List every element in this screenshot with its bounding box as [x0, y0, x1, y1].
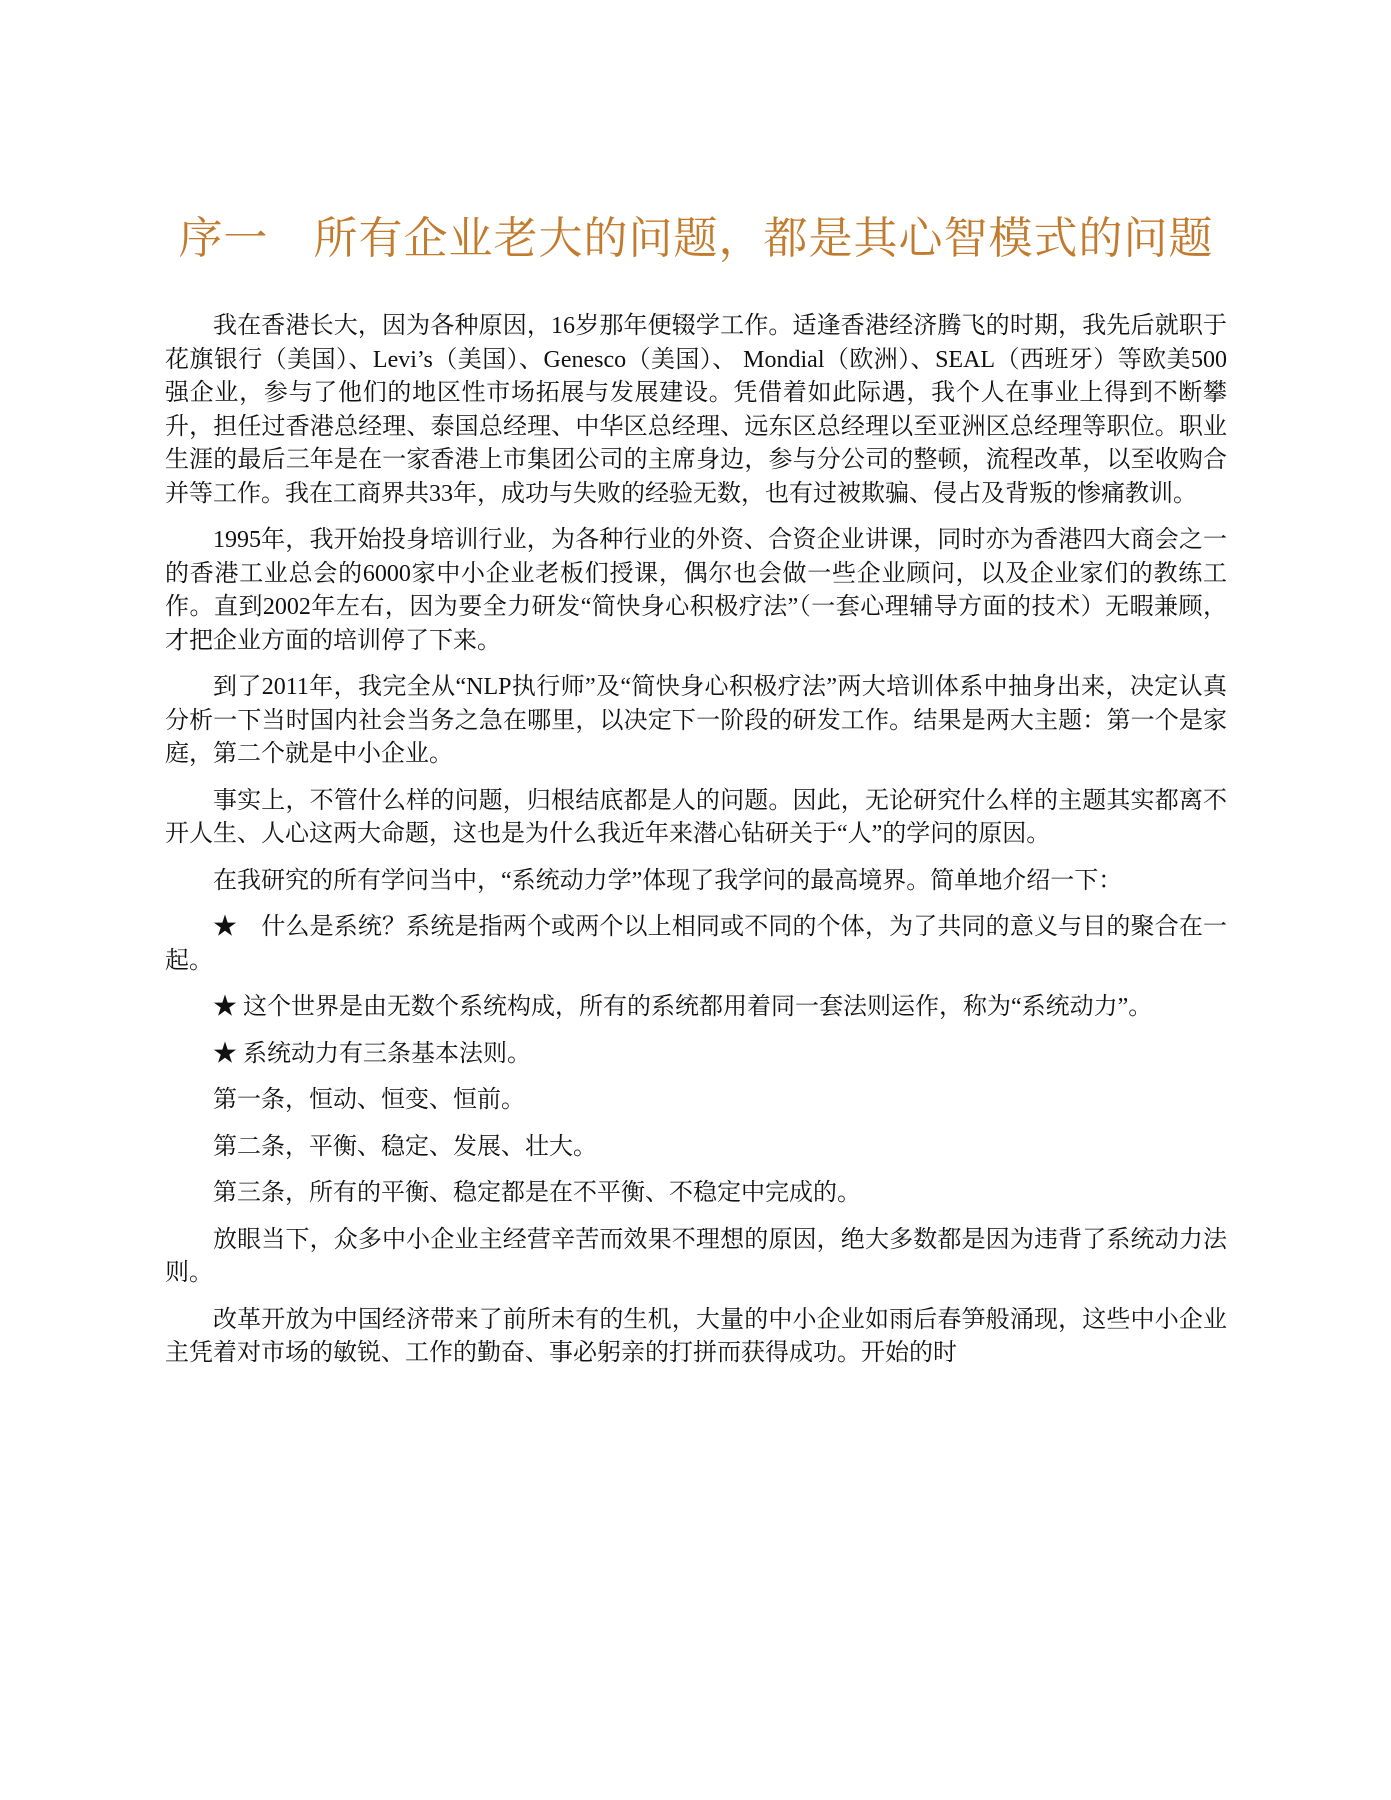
paragraph: 我在香港长大，因为各种原因，16岁那年便辍学工作。适逢香港经济腾飞的时期，我先后就职于花旗银行（美国）、Levi’s（美国）、Genesco（美国）、 Mondial（欧洲）、SEAL（西班牙）等欧美500强企业，参与了他们的地区性市场拓展与发展建设。凭借着如此际遇，我个人在事业上得到不断攀升，担任过香港总经理、泰国总经理、中华区总经理、远东区总经理以至亚洲区总经理等职位。职业生涯的最后三年是在一家香港上市集团公司的主席身边，参与分公司的整顿，流程改革，以至收购合并等工作。我在工商界共33年，成功与失败的经验无数，也有过被欺骗、侵占及背叛的惨痛教训。: [165, 313, 1227, 507]
paragraph: 在我研究的所有学问当中，“系统动力学”体现了我学问的最高境界。简单地介绍一下：: [213, 867, 1123, 894]
paragraph: 改革开放为中国经济带来了前所未有的生机，大量的中小企业如雨后春笋般涌现，这些中小企业主凭着对市场的敏锐、工作的勤奋、事必躬亲的打拼而获得成功。开始的时: [165, 1306, 1227, 1366]
page-title: 序一 所有企业老大的问题，都是其心智模式的问题: [178, 213, 1214, 264]
bullet-paragraph: ★ 系统动力有三条基本法则。: [213, 1040, 531, 1067]
document-page: [165, 208, 1227, 1384]
paragraph: 1995年，我开始投身培训行业，为各种行业的外资、合资企业讲课，同时亦为香港四大商会之一的香港工业总会的6000家中小企业老板们授课，偶尔也会做一些企业顾问，以及企业家们的教练工作。直到2002年左右，因为要全力研发“简快身心积极疗法”（一套心理辅导方面的技术）无暇兼顾，才把企业方面的培训停了下来。: [165, 527, 1227, 654]
bullet-paragraph: ★ 什么是系统？系统是指两个或两个以上相同或不同的个体，为了共同的意义与目的聚合在一起。: [165, 914, 1227, 974]
paragraph: 事实上，不管什么样的问题，归根结底都是人的问题。因此，无论研究什么样的主题其实都离不开人生、人心这两大命题，这也是为什么我近年来潜心钻研关于“人”的学问的原因。: [165, 787, 1227, 847]
rule-item: 第一条，恒动、恒变、恒前。: [213, 1087, 525, 1113]
rule-item: 第二条，平衡、稳定、发展、壮大。: [213, 1133, 597, 1160]
bullet-paragraph: ★ 这个世界是由无数个系统构成，所有的系统都用着同一套法则运作，称为“系统动力”。: [213, 994, 1153, 1020]
rule-item: 第三条，所有的平衡、稳定都是在不平衡、不稳定中完成的。: [213, 1180, 861, 1206]
paragraph: 放眼当下，众多中小企业主经营辛苦而效果不理想的原因，绝大多数都是因为违背了系统动力法则。: [165, 1226, 1227, 1286]
paragraph: 到了2011年，我完全从“NLP执行师”及“简快身心积极疗法”两大培训体系中抽身出来，决定认真分析一下当时国内社会当务之急在哪里，以决定下一阶段的研发工作。结果是两大主题：第一个是家庭，第二个就是中小企业。: [165, 674, 1227, 767]
body-text: [165, 310, 1227, 1371]
